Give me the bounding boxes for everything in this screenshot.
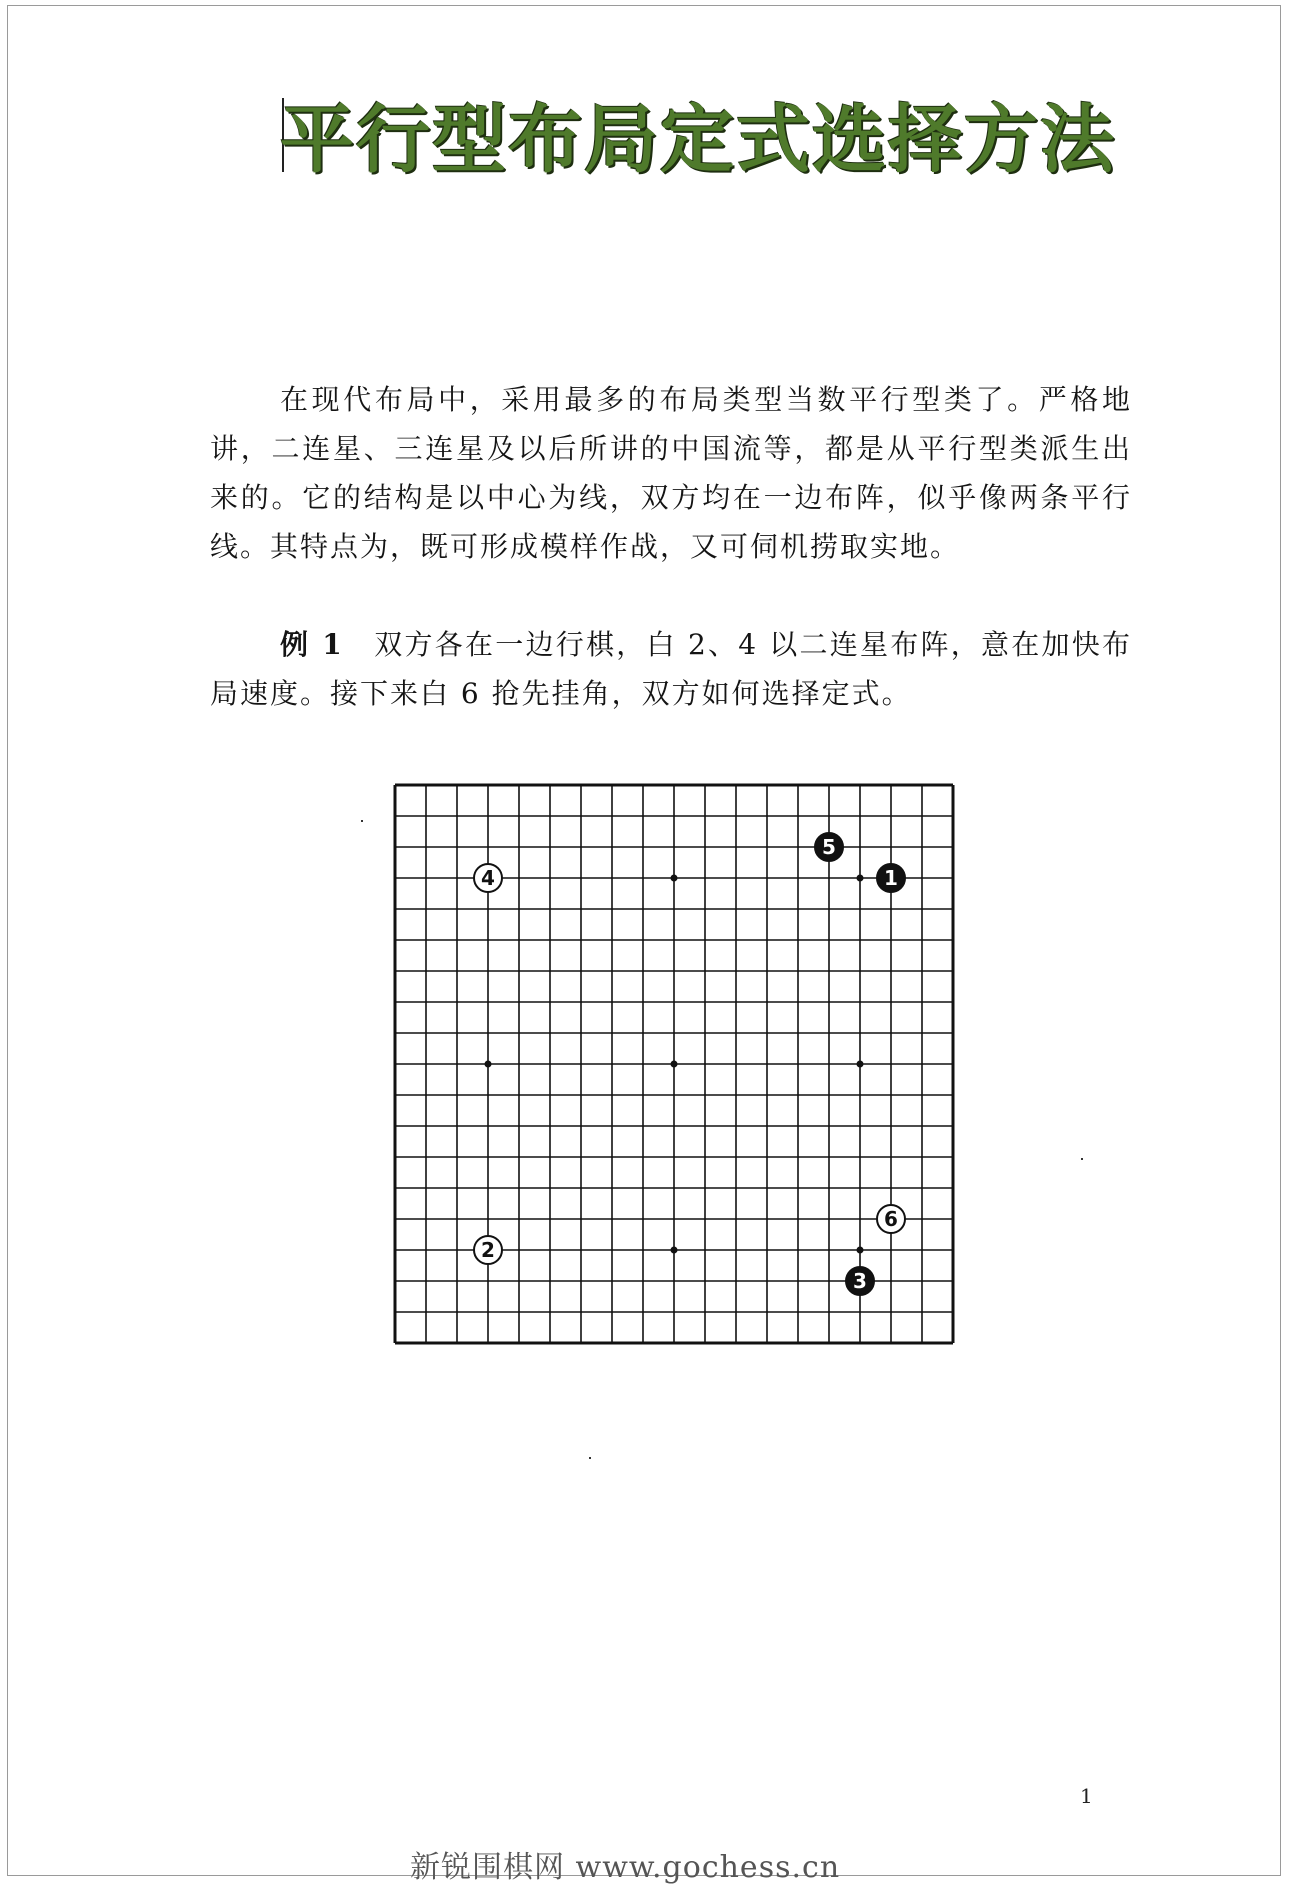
- page-title: 平行型布局定式选择方法: [280, 97, 1116, 183]
- page-number: 1: [1080, 1784, 1093, 1808]
- black-stone-3: [846, 1267, 874, 1295]
- white-stone-4: [474, 864, 502, 892]
- white-stone-2: [474, 1236, 502, 1264]
- star-point: [671, 1061, 678, 1068]
- svg-text:6: 6: [884, 1207, 898, 1231]
- go-board: [390, 780, 960, 1350]
- star-point: [671, 1247, 678, 1254]
- example-paragraph: [210, 620, 1132, 718]
- svg-text:4: 4: [481, 866, 495, 890]
- star-point: [485, 1061, 492, 1068]
- scan-speck: [1081, 1158, 1083, 1160]
- scan-speck: [361, 820, 363, 822]
- example-text: 双方各在一边行棋，白 2、4 以二连星布阵，意在加快布局速度。接下来白 6 抢先挂角，双方如何选择定式。: [210, 628, 1133, 710]
- black-stone-5: [815, 833, 843, 861]
- star-point: [671, 875, 678, 882]
- go-board-figure: [390, 780, 960, 1354]
- svg-text:3: 3: [853, 1269, 867, 1293]
- example-label: 例 1: [280, 628, 344, 661]
- white-stone-6: [877, 1205, 905, 1233]
- star-point: [857, 1061, 864, 1068]
- scan-speck: [589, 1457, 591, 1459]
- site-watermark: 新锐围棋网 www.gochess.cn: [410, 1850, 841, 1885]
- svg-text:2: 2: [481, 1238, 495, 1262]
- svg-text:1: 1: [884, 866, 898, 890]
- star-point: [857, 875, 864, 882]
- star-point: [857, 1247, 864, 1254]
- svg-text:5: 5: [822, 835, 836, 859]
- black-stone-1: [877, 864, 905, 892]
- intro-paragraph: 在现代布局中，采用最多的布局类型当数平行型类了。严格地讲，二连星、三连星及以后所讲的中国流等，都是从平行型类派生出来的。它的结构是以中心为线，双方均在一边布阵，似乎像两条平行线。其特点为，既可形成模样作战，又可伺机捞取实地。: [210, 383, 1132, 563]
